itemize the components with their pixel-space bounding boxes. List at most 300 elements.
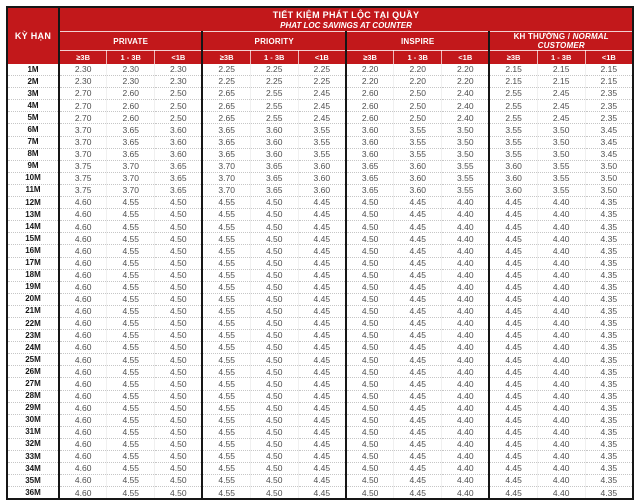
rate-cell: 2.50: [394, 112, 442, 124]
rate-cell: 3.45: [585, 136, 633, 148]
rate-cell: 4.35: [585, 221, 633, 233]
rate-cell: 4.50: [346, 366, 394, 378]
rate-cell: 4.55: [107, 390, 155, 402]
rate-cell: 4.50: [250, 438, 298, 450]
rate-cell: 3.60: [394, 160, 442, 172]
rate-cell: 4.50: [155, 342, 203, 354]
rate-cell: 4.55: [107, 414, 155, 426]
tenor-cell: 27M: [7, 378, 59, 390]
rate-cell: 4.45: [489, 414, 537, 426]
rate-cell: 2.40: [442, 100, 490, 112]
rate-cell: 4.60: [59, 402, 107, 414]
rate-cell: 2.45: [298, 88, 346, 100]
group-label: PRIVATE: [113, 36, 149, 46]
rate-cell: 4.40: [442, 426, 490, 438]
rate-cell: 4.50: [155, 293, 203, 305]
rate-cell: 3.60: [298, 160, 346, 172]
table-title-cell: [59, 7, 633, 32]
rate-cell: 4.55: [107, 293, 155, 305]
rate-cell: 4.40: [537, 197, 585, 209]
rate-cell: 4.60: [59, 487, 107, 500]
tier-header: <1B: [155, 51, 203, 65]
rate-cell: 4.45: [394, 209, 442, 221]
rate-cell: 3.70: [107, 184, 155, 196]
rate-cell: 4.40: [537, 378, 585, 390]
rate-cell: 4.55: [107, 378, 155, 390]
rate-cell: 4.50: [346, 475, 394, 487]
rate-cell: 2.30: [107, 76, 155, 88]
rate-cell: 4.45: [394, 378, 442, 390]
rate-cell: 3.50: [442, 148, 490, 160]
rate-cell: 2.15: [585, 76, 633, 88]
rate-cell: 2.35: [585, 100, 633, 112]
rate-cell: 4.50: [250, 281, 298, 293]
table-row: [7, 330, 633, 342]
rate-cell: 4.50: [250, 463, 298, 475]
rate-cell: 4.40: [537, 390, 585, 402]
table-row: [7, 233, 633, 245]
tier-header: ≥3B: [59, 51, 107, 65]
rate-cell: 4.55: [202, 366, 250, 378]
rate-cell: 4.60: [59, 197, 107, 209]
rate-cell: 4.45: [298, 426, 346, 438]
group-header-row: [7, 32, 633, 51]
rate-cell: 3.55: [394, 148, 442, 160]
rate-cell: 4.50: [155, 233, 203, 245]
rate-cell: 4.40: [442, 342, 490, 354]
rate-cell: 2.50: [394, 88, 442, 100]
tenor-cell: 2M: [7, 76, 59, 88]
rate-cell: 4.45: [489, 245, 537, 257]
rate-cell: 2.55: [489, 100, 537, 112]
tenor-cell: 30M: [7, 414, 59, 426]
rate-cell: 4.35: [585, 293, 633, 305]
tenor-cell: 7M: [7, 136, 59, 148]
rate-cell: 4.55: [202, 438, 250, 450]
rate-cell: 4.55: [202, 378, 250, 390]
rate-cell: 3.65: [155, 184, 203, 196]
rate-cell: 4.50: [250, 390, 298, 402]
rate-cell: 2.70: [59, 88, 107, 100]
rate-cell: 4.55: [202, 390, 250, 402]
rate-cell: 4.50: [346, 426, 394, 438]
rate-cell: 4.50: [250, 317, 298, 329]
table-row: [7, 100, 633, 112]
table-row: [7, 172, 633, 184]
rate-cell: 3.75: [59, 172, 107, 184]
rate-cell: 3.70: [107, 160, 155, 172]
rate-cell: 4.55: [107, 451, 155, 463]
rate-cell: 3.60: [346, 124, 394, 136]
rate-cell: 4.55: [202, 269, 250, 281]
rate-cell: 3.50: [585, 172, 633, 184]
rate-cell: 4.45: [394, 330, 442, 342]
group-label: INSPIRE: [401, 36, 435, 46]
rate-cell: 2.20: [394, 76, 442, 88]
table-row: [7, 64, 633, 76]
rate-cell: 4.60: [59, 426, 107, 438]
rate-cell: 2.60: [107, 112, 155, 124]
rate-cell: 4.40: [442, 366, 490, 378]
rate-cell: 3.60: [250, 136, 298, 148]
table-row: [7, 366, 633, 378]
rate-cell: 4.40: [442, 378, 490, 390]
rate-cell: 4.60: [59, 293, 107, 305]
rate-cell: 4.60: [59, 414, 107, 426]
table-row: [7, 487, 633, 500]
rate-cell: 2.45: [298, 100, 346, 112]
rate-cell: 3.50: [585, 160, 633, 172]
table-row: [7, 112, 633, 124]
table-header: [7, 7, 633, 64]
rate-cell: 4.50: [250, 233, 298, 245]
tenor-cell: 1M: [7, 64, 59, 76]
tenor-cell: 10M: [7, 172, 59, 184]
rate-cell: 4.55: [107, 257, 155, 269]
rate-cell: 3.60: [155, 148, 203, 160]
rate-cell: 4.50: [155, 451, 203, 463]
rate-cell: 4.60: [59, 269, 107, 281]
rate-cell: 4.45: [298, 487, 346, 500]
rate-cell: 3.70: [107, 172, 155, 184]
rate-cell: 4.40: [442, 293, 490, 305]
rate-cell: 4.50: [346, 438, 394, 450]
rate-cell: 4.45: [298, 402, 346, 414]
rate-cell: 4.40: [537, 451, 585, 463]
table-row: [7, 245, 633, 257]
rate-cell: 4.55: [202, 257, 250, 269]
rate-cell: 4.40: [537, 426, 585, 438]
rate-cell: 2.45: [537, 100, 585, 112]
rate-cell: 4.45: [489, 426, 537, 438]
tenor-cell: 3M: [7, 88, 59, 100]
rate-cell: 4.50: [155, 245, 203, 257]
rate-cell: 4.35: [585, 402, 633, 414]
rate-cell: 3.60: [298, 172, 346, 184]
rate-cell: 4.60: [59, 221, 107, 233]
rate-cell: 3.60: [250, 148, 298, 160]
rate-cell: 4.35: [585, 414, 633, 426]
rate-cell: 3.45: [585, 148, 633, 160]
rate-cell: 4.45: [489, 221, 537, 233]
rate-cell: 4.40: [442, 209, 490, 221]
rate-cell: 4.45: [298, 354, 346, 366]
rate-cell: 4.55: [107, 438, 155, 450]
rate-cell: 4.50: [346, 414, 394, 426]
rate-cell: 4.50: [155, 402, 203, 414]
rate-cell: 3.70: [202, 172, 250, 184]
rate-cell: 4.45: [298, 414, 346, 426]
table-row: [7, 438, 633, 450]
rate-cell: 4.45: [298, 209, 346, 221]
rate-cell: 4.40: [442, 414, 490, 426]
rate-cell: 4.45: [489, 330, 537, 342]
tier-header: <1B: [298, 51, 346, 65]
rate-cell: 4.45: [394, 366, 442, 378]
rate-cell: 2.20: [442, 76, 490, 88]
rate-cell: 3.75: [59, 184, 107, 196]
rate-cell: 4.60: [59, 257, 107, 269]
tenor-cell: 18M: [7, 269, 59, 281]
rate-cell: 4.35: [585, 305, 633, 317]
group-header-priority: [202, 32, 345, 51]
rate-cell: 4.45: [394, 451, 442, 463]
tenor-cell: 14M: [7, 221, 59, 233]
rate-cell: 4.55: [107, 209, 155, 221]
tier-header: 1 - 3B: [394, 51, 442, 65]
rate-cell: 4.45: [298, 281, 346, 293]
table-title-en: PHAT LOC SAVINGS AT COUNTER: [280, 20, 412, 30]
rate-cell: 4.40: [442, 197, 490, 209]
rate-cell: 4.45: [298, 451, 346, 463]
rate-cell: 4.45: [394, 354, 442, 366]
rates-table: [6, 6, 634, 500]
rate-cell: 2.65: [202, 88, 250, 100]
rate-cell: 3.60: [298, 184, 346, 196]
rate-cell: 4.50: [155, 317, 203, 329]
rate-cell: 2.15: [585, 64, 633, 76]
rate-cell: 4.40: [442, 221, 490, 233]
rate-cell: 4.55: [107, 233, 155, 245]
rate-cell: 4.40: [537, 402, 585, 414]
tenor-cell: 34M: [7, 463, 59, 475]
rate-cell: 4.45: [298, 293, 346, 305]
rate-cell: 4.55: [107, 366, 155, 378]
rate-cell: 4.35: [585, 426, 633, 438]
rate-cell: 3.50: [442, 124, 490, 136]
rate-cell: 4.40: [537, 317, 585, 329]
rate-cell: 2.60: [346, 112, 394, 124]
rate-cell: 2.60: [346, 100, 394, 112]
rate-cell: 4.35: [585, 233, 633, 245]
rate-cell: 4.50: [155, 305, 203, 317]
rate-cell: 4.50: [346, 487, 394, 500]
rate-cell: 2.20: [346, 76, 394, 88]
rate-cell: 4.50: [155, 269, 203, 281]
rate-cell: 4.60: [59, 233, 107, 245]
rate-cell: 2.20: [442, 64, 490, 76]
rate-cell: 4.40: [442, 245, 490, 257]
rate-cell: 2.40: [442, 112, 490, 124]
rate-cell: 4.50: [155, 475, 203, 487]
rate-cell: 4.45: [489, 342, 537, 354]
table-row: [7, 354, 633, 366]
rate-cell: 4.45: [489, 293, 537, 305]
rate-cell: 4.45: [298, 269, 346, 281]
table-row: [7, 402, 633, 414]
rate-cell: 4.45: [489, 317, 537, 329]
tenor-cell: 15M: [7, 233, 59, 245]
rate-cell: 4.50: [250, 414, 298, 426]
rate-cell: 4.50: [346, 378, 394, 390]
group-label: KH THƯỜNG /: [513, 32, 573, 41]
rate-cell: 4.45: [394, 487, 442, 500]
rate-cell: 4.45: [394, 233, 442, 245]
rate-cell: 4.60: [59, 378, 107, 390]
rate-cell: 2.25: [202, 64, 250, 76]
rate-cell: 4.50: [155, 257, 203, 269]
tenor-cell: 13M: [7, 209, 59, 221]
rate-cell: 4.45: [298, 221, 346, 233]
rate-cell: 4.50: [250, 402, 298, 414]
rate-cell: 4.40: [537, 221, 585, 233]
rate-cell: 4.45: [394, 305, 442, 317]
rate-cell: 2.25: [250, 64, 298, 76]
table-row: [7, 305, 633, 317]
tenor-cell: 22M: [7, 317, 59, 329]
rate-cell: 4.60: [59, 281, 107, 293]
rate-cell: 4.40: [537, 209, 585, 221]
rate-cell: 4.45: [489, 463, 537, 475]
rate-cell: 4.55: [202, 293, 250, 305]
rate-cell: 4.55: [202, 463, 250, 475]
rate-cell: 4.40: [537, 366, 585, 378]
table-row: [7, 209, 633, 221]
rate-cell: 4.55: [202, 221, 250, 233]
rate-cell: 4.55: [202, 354, 250, 366]
rate-cell: 2.55: [250, 112, 298, 124]
rate-cell: 4.50: [250, 366, 298, 378]
rate-cell: 4.40: [442, 305, 490, 317]
rate-cell: 4.45: [489, 305, 537, 317]
rate-cell: 4.45: [394, 463, 442, 475]
table-row: [7, 390, 633, 402]
rate-cell: 4.35: [585, 209, 633, 221]
rate-cell: 4.55: [107, 354, 155, 366]
rate-cell: 3.55: [537, 172, 585, 184]
table-row: [7, 148, 633, 160]
rate-cell: 4.40: [442, 463, 490, 475]
group-header-inspire: [346, 32, 489, 51]
rate-cell: 4.50: [346, 354, 394, 366]
rate-cell: 4.50: [346, 463, 394, 475]
rate-cell: 4.35: [585, 463, 633, 475]
table-row: [7, 426, 633, 438]
rate-cell: 4.55: [107, 330, 155, 342]
rate-cell: 4.40: [442, 390, 490, 402]
rate-cell: 4.60: [59, 463, 107, 475]
rate-cell: 4.35: [585, 342, 633, 354]
tier-header: 1 - 3B: [250, 51, 298, 65]
rate-cell: 2.50: [155, 100, 203, 112]
rate-cell: 3.65: [346, 184, 394, 196]
rate-cell: 4.40: [537, 414, 585, 426]
rates-table-container: [6, 6, 634, 500]
rate-cell: 3.55: [298, 148, 346, 160]
tenor-cell: 11M: [7, 184, 59, 196]
rate-cell: 2.35: [585, 112, 633, 124]
tenor-cell: 24M: [7, 342, 59, 354]
rate-cell: 3.60: [250, 124, 298, 136]
rate-cell: 4.45: [298, 233, 346, 245]
tier-header: <1B: [442, 51, 490, 65]
rate-cell: 3.55: [489, 148, 537, 160]
rate-cell: 4.40: [537, 257, 585, 269]
tenor-cell: 25M: [7, 354, 59, 366]
rate-cell: 4.50: [346, 305, 394, 317]
rate-cell: 2.60: [107, 88, 155, 100]
rate-cell: 3.55: [394, 124, 442, 136]
rate-cell: 3.55: [442, 172, 490, 184]
rate-cell: 4.50: [250, 209, 298, 221]
rate-cell: 4.55: [202, 426, 250, 438]
rate-cell: 4.45: [489, 475, 537, 487]
table-row: [7, 269, 633, 281]
rate-cell: 2.20: [394, 64, 442, 76]
rate-cell: 4.35: [585, 378, 633, 390]
rate-cell: 4.50: [155, 414, 203, 426]
group-label: PRIORITY: [254, 36, 294, 46]
rate-cell: 3.65: [107, 148, 155, 160]
rate-cell: 4.45: [489, 197, 537, 209]
rate-cell: 3.65: [155, 172, 203, 184]
rate-cell: 3.65: [250, 184, 298, 196]
table-row: [7, 136, 633, 148]
rate-cell: 4.45: [394, 197, 442, 209]
rate-cell: 4.55: [202, 197, 250, 209]
rate-cell: 4.50: [155, 366, 203, 378]
rate-cell: 4.50: [250, 342, 298, 354]
rate-cell: 3.50: [537, 136, 585, 148]
tenor-cell: 9M: [7, 160, 59, 172]
rate-cell: 4.40: [442, 330, 490, 342]
rate-cell: 2.70: [59, 112, 107, 124]
rate-cell: 4.50: [250, 197, 298, 209]
rate-cell: 4.40: [537, 330, 585, 342]
rate-cell: 4.50: [346, 233, 394, 245]
rate-cell: 2.35: [585, 88, 633, 100]
rate-cell: 4.40: [537, 342, 585, 354]
rate-cell: 4.45: [489, 269, 537, 281]
rate-cell: 2.30: [107, 64, 155, 76]
rate-cell: 2.25: [298, 76, 346, 88]
rate-cell: 4.35: [585, 245, 633, 257]
group-header-normal-customer: [489, 32, 633, 51]
tier-header: ≥3B: [202, 51, 250, 65]
rate-cell: 4.50: [250, 451, 298, 463]
rate-cell: 4.45: [394, 257, 442, 269]
rate-cell: 4.40: [537, 463, 585, 475]
tenor-cell: 17M: [7, 257, 59, 269]
rate-cell: 4.55: [107, 245, 155, 257]
table-row: [7, 463, 633, 475]
rate-cell: 4.55: [107, 487, 155, 500]
tenor-cell: 26M: [7, 366, 59, 378]
rate-cell: 3.70: [59, 136, 107, 148]
rate-cell: 3.60: [394, 172, 442, 184]
rate-cell: 4.60: [59, 305, 107, 317]
rate-cell: 4.60: [59, 330, 107, 342]
rate-cell: 4.35: [585, 475, 633, 487]
rate-cell: 4.55: [202, 245, 250, 257]
rate-cell: 4.60: [59, 475, 107, 487]
rate-cell: 4.40: [442, 402, 490, 414]
rate-cell: 4.40: [442, 354, 490, 366]
rate-cell: 4.45: [489, 354, 537, 366]
rate-cell: 3.60: [155, 124, 203, 136]
table-row: [7, 160, 633, 172]
rate-cell: 4.35: [585, 487, 633, 500]
rate-cell: 2.15: [537, 64, 585, 76]
rate-cell: 2.70: [59, 100, 107, 112]
rate-cell: 4.35: [585, 330, 633, 342]
rate-cell: 4.50: [155, 463, 203, 475]
rate-cell: 4.60: [59, 451, 107, 463]
rate-cell: 4.50: [155, 378, 203, 390]
group-header-private: [59, 32, 202, 51]
rate-cell: 4.45: [394, 293, 442, 305]
rate-cell: 4.45: [394, 426, 442, 438]
